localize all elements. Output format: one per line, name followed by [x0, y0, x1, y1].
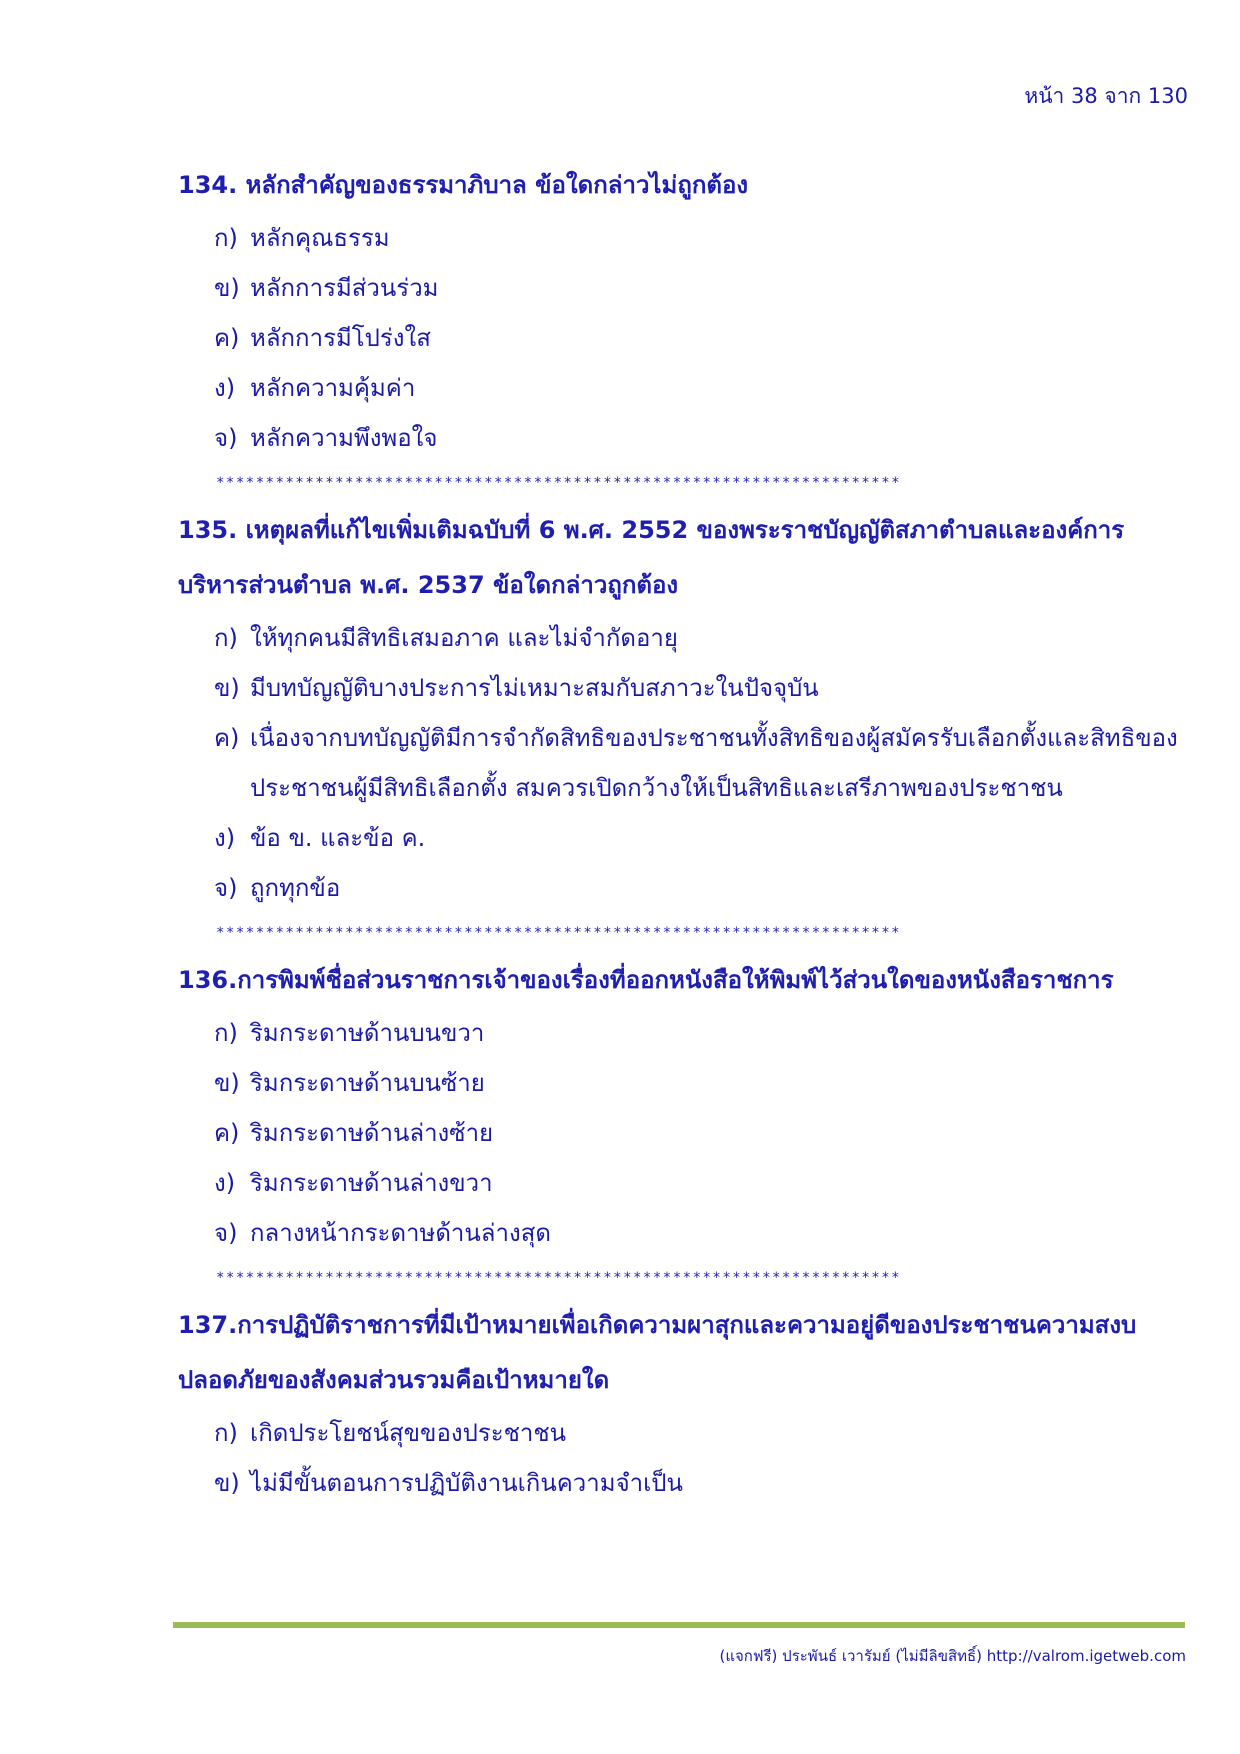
choice-item [214, 1208, 1188, 1258]
footer-rule [173, 1622, 1185, 1628]
choice-list [178, 1008, 1188, 1258]
choice-item [214, 863, 1188, 913]
choice-text: หลักความพึงพอใจ [250, 424, 438, 452]
choice-letter: ค) [214, 324, 240, 352]
choice-letter: ข) [214, 1469, 240, 1497]
choice-text: ให้ทุกคนมีสิทธิเสมอภาค และไม่จำกัดอายุ [250, 624, 678, 652]
document-body [178, 158, 1188, 1508]
choice-item [214, 1058, 1188, 1108]
choice-item [214, 213, 1188, 263]
page-number: หน้า 38 จาก 130 [1024, 84, 1188, 108]
question-title: 136.การพิมพ์ชื่อส่วนราชการเจ้าของเรื่องที่ออกหนังสือให้พิมพ์ไว้ส่วนใดของหนังสือราชการ [178, 966, 1114, 994]
choice-letter: ง) [214, 824, 236, 852]
choice-letter: ค) [214, 1119, 240, 1147]
choice-letter: ก) [214, 224, 238, 252]
choice-letter: ค) [214, 724, 240, 752]
choice-letter: ง) [214, 1169, 236, 1197]
choice-letter: ง) [214, 374, 236, 402]
choice-text: หลักการมีส่วนร่วม [250, 274, 439, 302]
choice-item [214, 313, 1188, 363]
question-136 [178, 953, 1188, 1298]
choice-letter: ข) [214, 674, 240, 702]
choice-letter: ข) [214, 1069, 240, 1097]
choice-text: หลักการมีโปร่งใส [250, 324, 431, 352]
choice-item [214, 613, 1188, 663]
choice-item [214, 813, 1188, 863]
choice-text: หลักคุณธรรม [250, 224, 390, 252]
choice-item [214, 263, 1188, 313]
choice-list [178, 213, 1188, 463]
choice-text: ไม่มีขั้นตอนการปฏิบัติงานเกินความจำเป็น [250, 1469, 683, 1497]
choice-text: ริมกระดาษด้านบนซ้าย [250, 1069, 485, 1097]
choice-text: เนื่องจากบทบัญญัติมีการจำกัดสิทธิของประชาชนทั้งสิทธิของผู้สมัครรับเลือกตั้งและสิทธิของประชาชนผู้มีสิทธิเลือกตั้ง สมควรเปิดกว้างให้เป็นสิทธิและเสรีภาพของประชาชน [250, 724, 1178, 802]
choice-text: หลักความคุ้มค่า [250, 374, 416, 402]
choice-list [178, 613, 1188, 913]
choice-item [214, 1008, 1188, 1058]
choice-list [178, 1408, 1188, 1508]
choice-letter: ก) [214, 624, 238, 652]
choice-letter: จ) [214, 1219, 238, 1247]
question-134 [178, 158, 1188, 503]
asterisk-separator: ********************************************************************* [216, 1270, 902, 1286]
choice-text: กลางหน้ากระดาษด้านล่างสุด [250, 1219, 551, 1247]
footer-credit: (แจกฟรี) ประพันธ์ เวารัมย์ (ไม่มีลิขสิทธิ์) http://valrom.igetweb.com [719, 1647, 1186, 1665]
choice-text: มีบทบัญญัติบางประการไม่เหมาะสมกับสภาวะในปัจจุบัน [250, 674, 819, 702]
choice-letter: จ) [214, 874, 238, 902]
choice-item [214, 1458, 1188, 1508]
choice-text: ริมกระดาษด้านบนขวา [250, 1019, 485, 1047]
choice-item [214, 1408, 1188, 1458]
choice-text: เกิดประโยชน์สุขของประชาชน [250, 1419, 567, 1447]
question-title: 135. เหตุผลที่แก้ไขเพิ่มเติมฉบับที่ 6 พ.ศ. 2552 ของพระราชบัญญัติสภาตำบลและองค์การบริหารส่วนตำบล พ.ศ. 2537 ข้อใดกล่าวถูกต้อง [178, 516, 1125, 599]
choice-item [214, 1108, 1188, 1158]
choice-item [214, 713, 1188, 813]
choice-item [214, 363, 1188, 413]
choice-item [214, 1158, 1188, 1208]
choice-text: ข้อ ข. และข้อ ค. [250, 824, 426, 852]
choice-text: ถูกทุกข้อ [250, 874, 341, 902]
choice-item [214, 413, 1188, 463]
choice-letter: ข) [214, 274, 240, 302]
question-135 [178, 503, 1188, 953]
choice-letter: ก) [214, 1419, 238, 1447]
question-title: 134. หลักสำคัญของธรรมาภิบาล ข้อใดกล่าวไม่ถูกต้อง [178, 171, 749, 199]
asterisk-separator: ********************************************************************* [216, 475, 902, 491]
choice-letter: จ) [214, 424, 238, 452]
asterisk-separator: ********************************************************************* [216, 925, 902, 941]
question-title: 137.การปฏิบัติราชการที่มีเป้าหมายเพื่อเกิดความผาสุกและความอยู่ดีของประชาชนความสงบปลอดภัยของสังคมส่วนรวมคือเป้าหมายใด [178, 1311, 1137, 1394]
choice-letter: ก) [214, 1019, 238, 1047]
choice-item [214, 663, 1188, 713]
question-137 [178, 1298, 1188, 1508]
choice-text: ริมกระดาษด้านล่างซ้าย [250, 1119, 494, 1147]
choice-text: ริมกระดาษด้านล่างขวา [250, 1169, 493, 1197]
